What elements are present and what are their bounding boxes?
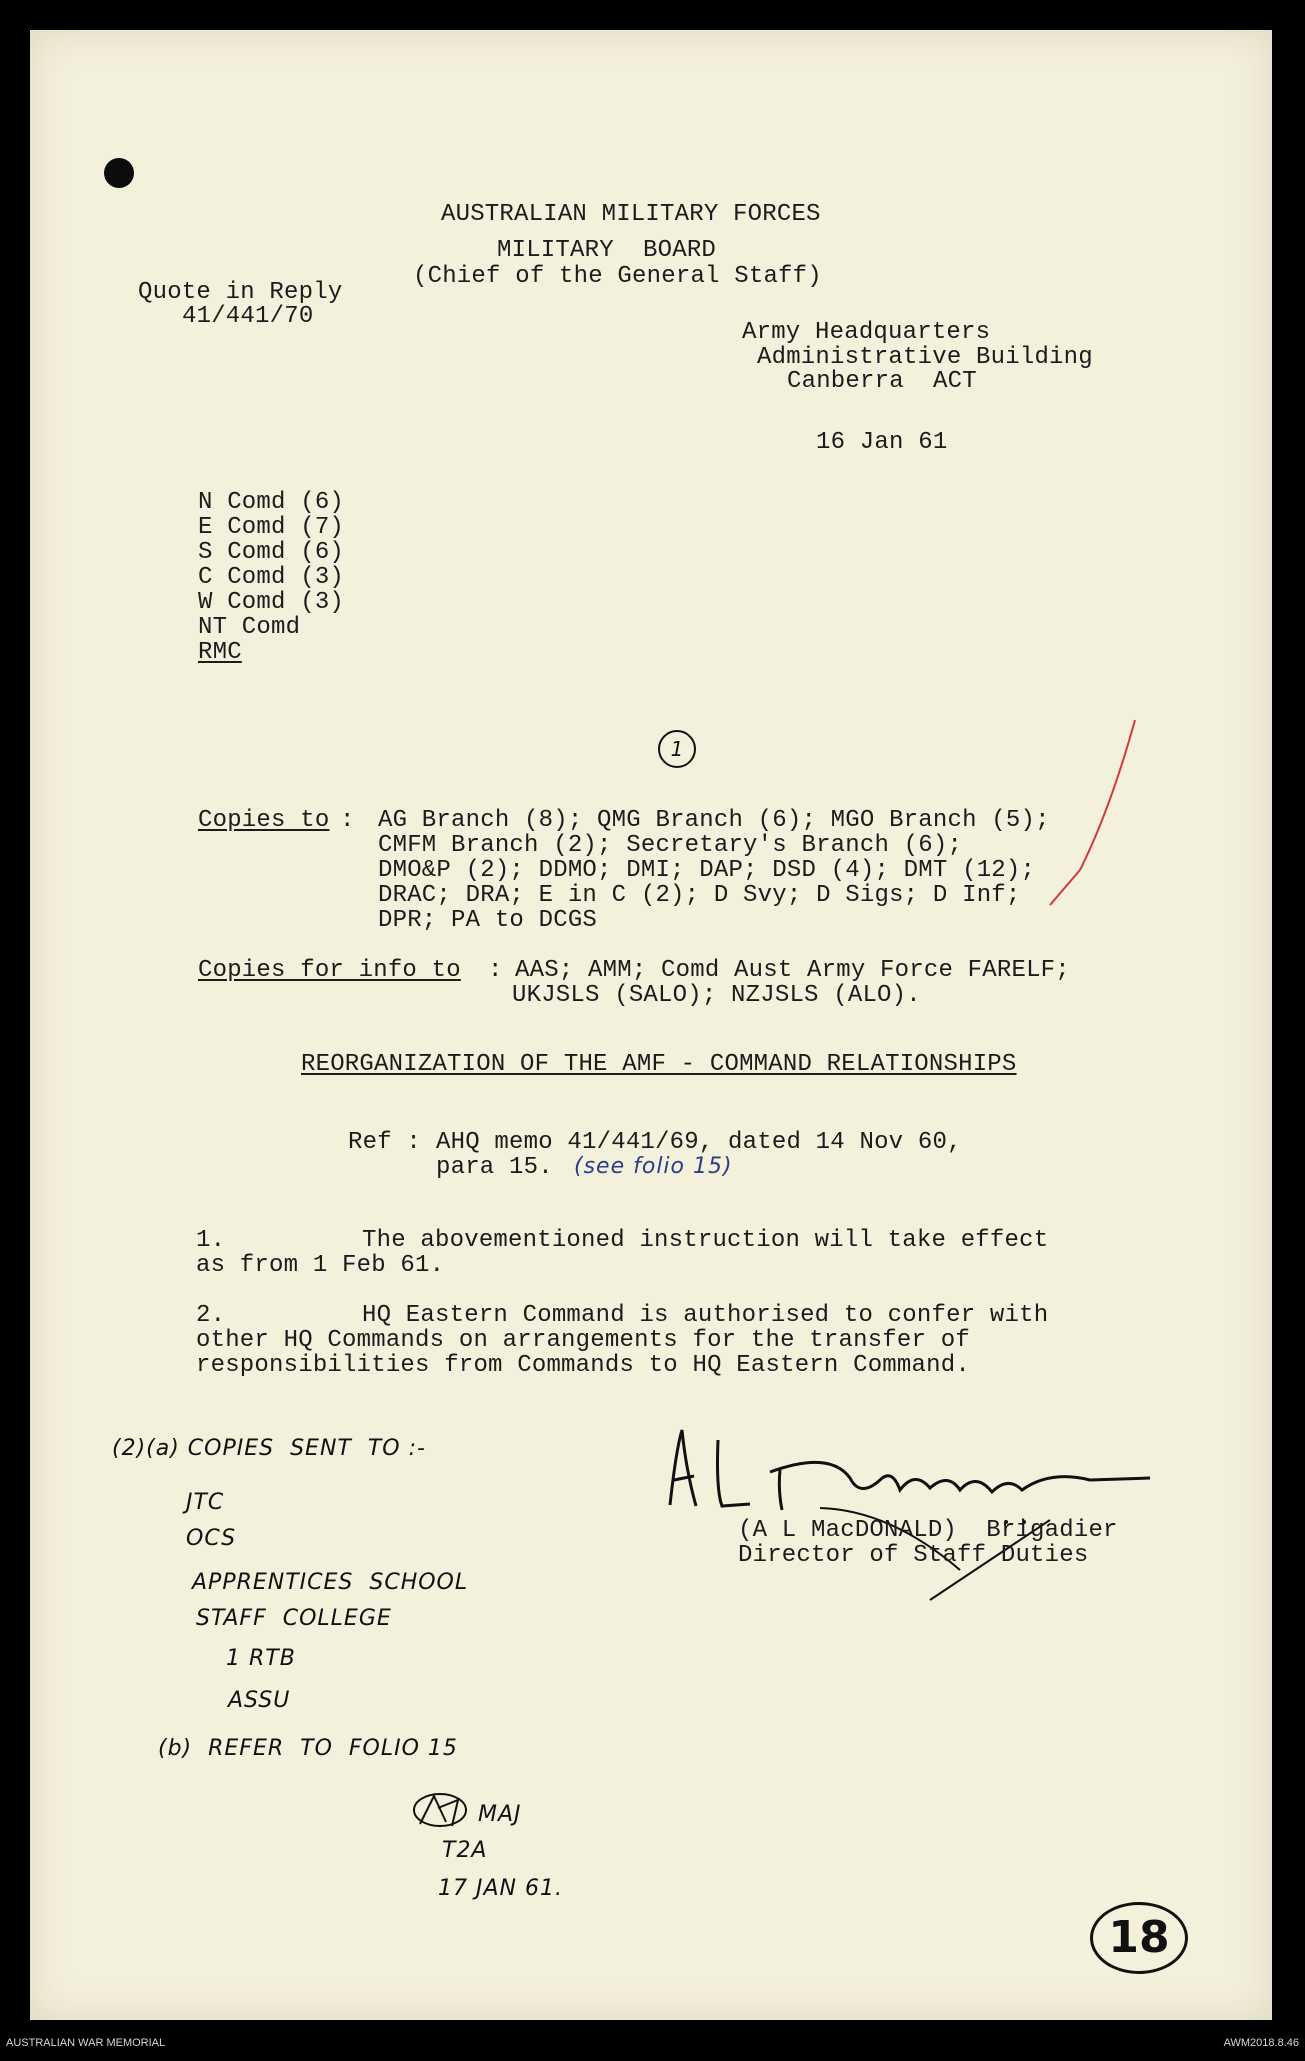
recipient-item: S Comd (6) (198, 539, 345, 566)
paragraph-line: other HQ Commands on arrangements for the transfer of (196, 1327, 970, 1354)
paragraph-number: 2. (196, 1302, 226, 1329)
address-line-1: Army Headquarters (742, 319, 991, 346)
handwritten-rank: MAJ (478, 1802, 522, 1827)
copies-info-line: AAS; AMM; Comd Aust Army Force FARELF; (515, 957, 1070, 984)
handwritten-refer-note: (b) REFER TO FOLIO 15 (158, 1736, 458, 1761)
paragraph-line: HQ Eastern Command is authorised to confer with (362, 1302, 1049, 1329)
paragraph-number: 1. (196, 1227, 226, 1254)
quote-reply-number: 41/441/70 (182, 303, 314, 330)
handwritten-list-item: ASSU (228, 1688, 291, 1713)
recipient-item: C Comd (3) (198, 564, 345, 591)
recipient-item: NT Comd (198, 614, 301, 641)
footer-archive-name: AUSTRALIAN WAR MEMORIAL (6, 2037, 166, 2049)
initials-scribble-icon (408, 1788, 478, 1838)
paragraph-line: responsibilities from Commands to HQ Eastern Command. (196, 1352, 970, 1379)
punch-hole (104, 158, 134, 188)
handwritten-list-item: APPRENTICES SCHOOL (192, 1570, 469, 1595)
handwritten-list-item: 1 RTB (226, 1646, 296, 1671)
subject-heading: REORGANIZATION OF THE AMF - COMMAND RELATIONSHIPS (301, 1051, 1017, 1078)
copies-to-colon: : (340, 807, 355, 834)
recipient-item: W Comd (3) (198, 589, 345, 616)
copies-info-label: Copies for info to (198, 957, 461, 984)
signatory-name: (A L MacDONALD) Brigadier (738, 1517, 1118, 1544)
handwritten-date: 17 JAN 61. (438, 1876, 563, 1901)
ref-handwritten-note: (see folio 15) (574, 1154, 733, 1179)
folio-number: 18 (1090, 1902, 1188, 1974)
letterhead-office: (Chief of the General Staff) (413, 263, 822, 290)
recipient-item: E Comd (7) (198, 514, 345, 541)
footer-archive-ref: AWM2018.8.46 (1223, 2037, 1299, 2049)
address-line-2: Administrative Building (757, 344, 1093, 371)
handwritten-list-item: STAFF COLLEGE (196, 1606, 392, 1631)
letterhead-board: MILITARY BOARD (497, 237, 717, 264)
ref-line-1: AHQ memo 41/441/69, dated 14 Nov 60, (436, 1129, 962, 1156)
quote-reply-label: Quote in Reply (138, 279, 343, 306)
ref-line-2: para 15. (436, 1154, 553, 1181)
copies-to-line: DPR; PA to DCGS (378, 907, 598, 934)
recipient-item: N Comd (6) (198, 489, 345, 516)
red-tick-icon (1040, 700, 1160, 930)
handwritten-copies-sent: (2)(a) COPIES SENT TO :- (112, 1436, 426, 1461)
copies-info-colon: : (488, 957, 503, 984)
paragraph-line: as from 1 Feb 61. (196, 1252, 445, 1279)
signatory-title: Director of Staff Duties (738, 1542, 1089, 1569)
copies-info-line: UKJSLS (SALO); NZJSLS (ALO). (512, 982, 921, 1009)
handwritten-list-item: JTC (186, 1490, 225, 1515)
circled-number: 1 (658, 730, 696, 768)
recipient-item: RMC (198, 639, 242, 666)
paragraph-line: The abovementioned instruction will take effect (362, 1227, 1049, 1254)
ref-label: Ref : (348, 1129, 422, 1156)
copies-to-line: CMFM Branch (2); Secretary's Branch (6); (378, 832, 963, 859)
handwritten-unit: T2A (442, 1838, 488, 1863)
document-page (30, 30, 1272, 2020)
document-date: 16 Jan 61 (816, 429, 948, 456)
copies-to-line: DRAC; DRA; E in C (2); D Svy; D Sigs; D Inf; (378, 882, 1021, 909)
address-line-3: Canberra ACT (787, 368, 977, 395)
copies-to-label: Copies to (198, 807, 330, 834)
copies-to-line: DMO&P (2); DDMO; DMI; DAP; DSD (4); DMT (12); (378, 857, 1036, 884)
handwritten-list-item: OCS (186, 1526, 237, 1551)
copies-to-line: AG Branch (8); QMG Branch (6); MGO Branch (5); (378, 807, 1050, 834)
letterhead-org: AUSTRALIAN MILITARY FORCES (441, 201, 821, 228)
signature-scribble-icon (630, 1410, 1190, 1610)
